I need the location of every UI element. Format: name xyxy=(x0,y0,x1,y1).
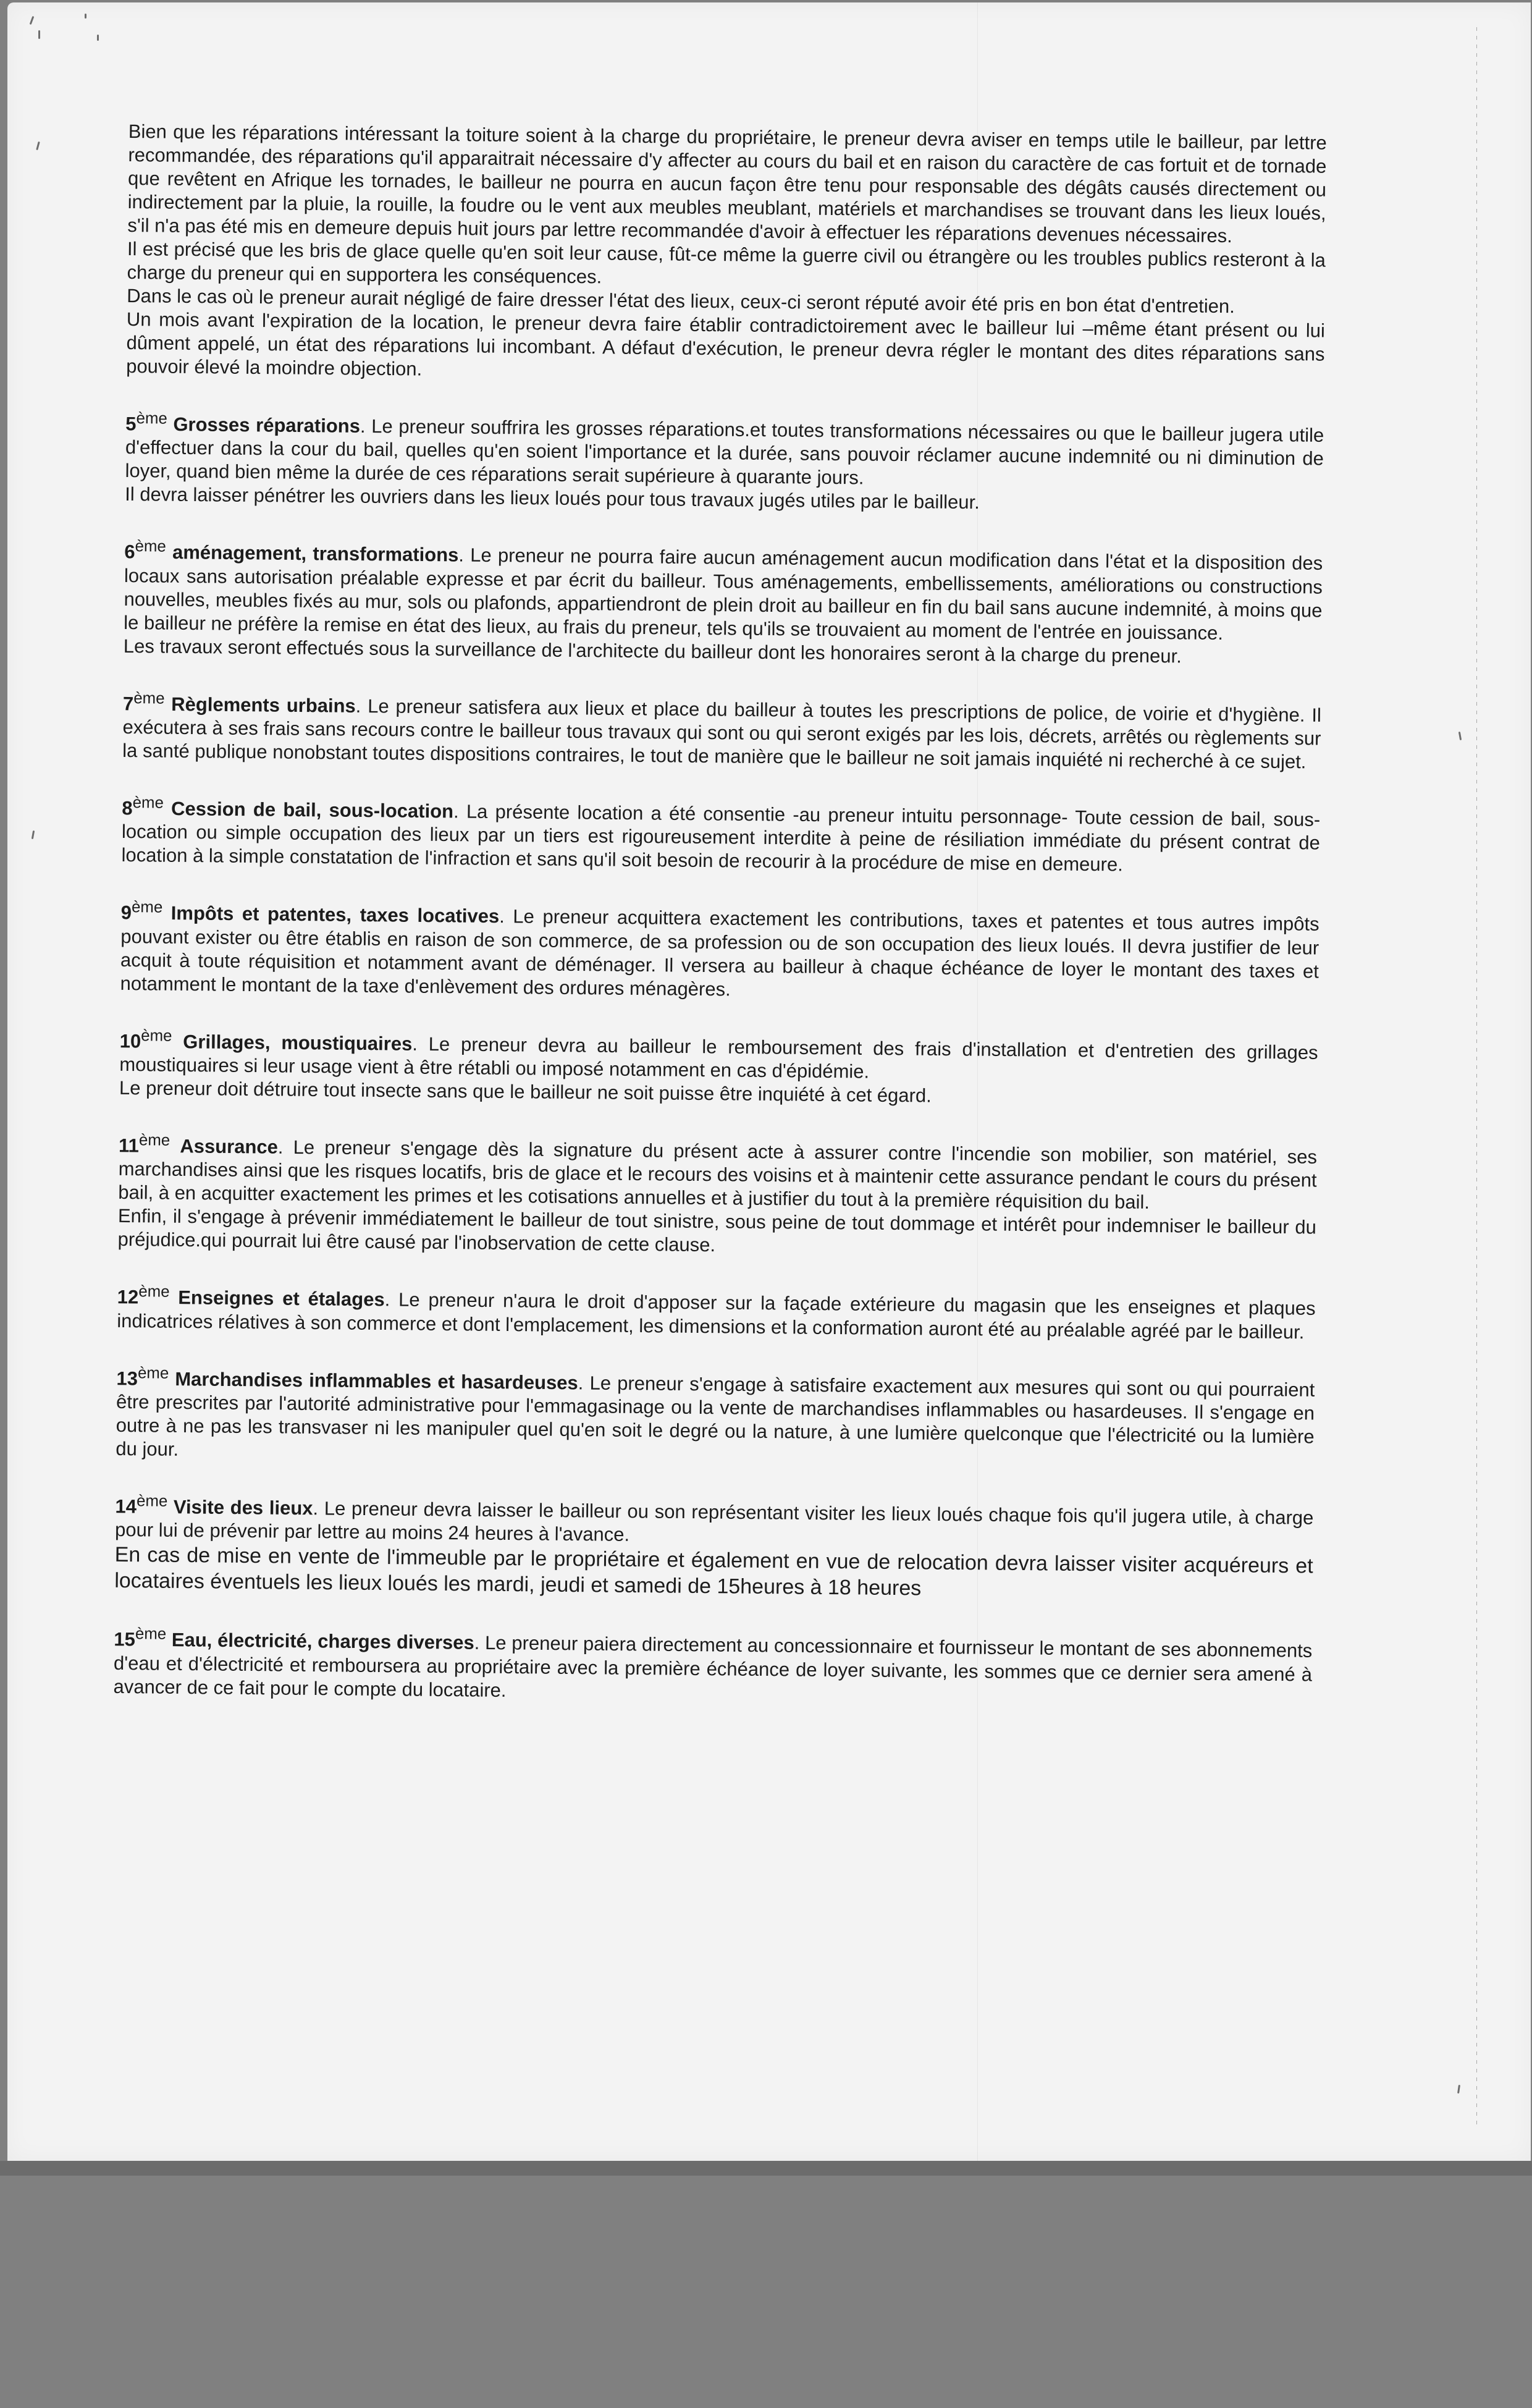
intro-paragraph: Il est précisé que les bris de glace quelle qu'en soit leur cause, fût-ce même la guerre civil ou étrangère ou les troubles publics resteront à la charge du preneur qui en supportera les conséquences. xyxy=(127,237,1326,288)
article-number-suffix: ème xyxy=(135,1625,167,1643)
article-body: Le preneur s'engage à satisfaire exactement aux mesures qui sont ou qui pourraient être prescrites par l'autorité administrative pour l'emmagasinage ou la vente de marchandises inflammables ou hasardeuses. Il s'engage en outre à ne pas les transvaser ni les manipuler quel qu'en soit le degré ou la nature, à une lumière quelconque que l'électricité ou la lumière du jour. xyxy=(116,1372,1315,1460)
article-paragraph: Le preneur doit détruire tout insecte sans que le bailleur ne soit puisse être inquiété à cet égard. xyxy=(119,1076,932,1107)
scan-speck xyxy=(36,142,40,150)
article-body: Le preneur paiera directement au concessionnaire et fournisseur le montant de ses abonnements d'eau et d'électricité et remboursera au propriétaire avec la première échéance de loyer suivante, les sommes que ce dernier sera amené à avancer de ce fait pour le compte du locataire. xyxy=(113,1632,1313,1701)
article-number-suffix: ème xyxy=(131,898,163,916)
article-number: 15 xyxy=(114,1628,136,1650)
scanned-page xyxy=(7,2,1531,2161)
article-number-suffix: ème xyxy=(138,1131,170,1149)
article-paragraph: Enfin, il s'engage à prévenir immédiatement le bailleur de tout sinistre, sous peine de tout dommage et intérêt pour indemniser le bailleur du préjudice.qui pourrait lui être causé par l'inobservation de cette clause. xyxy=(117,1205,1317,1256)
intro-paragraph: Dans le cas où le preneur aurait négligé de faire dresser l'état des lieux, ceux-ci seront réputé avoir été pris en bon état d'entretien. xyxy=(127,284,1235,318)
article-section xyxy=(119,1024,1318,1112)
article-body: Le preneur s'engage dès la signature du présent acte à assurer contre l'incendie son mobilier, son matériel, ses marchandises ainsi que les risques locatifs, bris de glace et le recours des voisins et à maintenir cette assurance pendant le cours du présent bail, à en acquitter exactement les primes et les cotisations annuelles et à justifier du tout à la première réquisition du bail. xyxy=(118,1136,1318,1214)
article-section xyxy=(120,895,1319,1007)
scanner-shadow-band xyxy=(0,2161,1532,2176)
article-paragraph xyxy=(118,1128,1317,1216)
scan-speck xyxy=(85,14,86,19)
article-section xyxy=(116,1361,1315,1472)
intro-section xyxy=(126,120,1327,390)
article-number: 8 xyxy=(122,797,133,819)
article-section xyxy=(113,1622,1312,1710)
article-paragraph xyxy=(124,534,1323,646)
article-paragraph: En cas de mise en vente de l'immeuble par le propriétaire et également en vue de relocation devra laisser visiter acquéreurs et locataires éventuels les lieux loués les mardi, jeudi et samedi de 15heures à 18 heures xyxy=(114,1543,1313,1600)
lease-contract-text xyxy=(113,120,1326,1710)
article-body: Le preneur devra au bailleur le remboursement des frais d'installation et d'entretien des grillages moustiquaires si leur usage vient à être rétabli ou imposé notamment en cas d'épidémie. xyxy=(119,1033,1318,1083)
title-separator: . xyxy=(578,1372,590,1394)
article-body: Le preneur acquittera exactement les contributions, taxes et patentes et tous autres impôts pouvant exister ou être établis en raison de son commerce, de sa profession ou de son occupation des lieux loués. Il devra justifier de leur acquit à toute réquisition et notamment avant de déménager. Il versera au bailleur à chaque échéance de loyer le montant des taxes et notamment le montant de la taxe d'enlèvement des ordures ménagères. xyxy=(120,905,1319,1000)
scan-speck xyxy=(32,830,35,839)
article-title: Assurance xyxy=(180,1135,279,1158)
article-title: Cession de bail, sous-location xyxy=(170,798,454,822)
article-body: La présente location a été consentie -au preneur intuitu personnage- Toute cession de bail, sous-location ou simple occupation des lieux par un tiers est rigoureusement interdite à peine de résiliation immédiate du présent contrat de location à la simple constatation de l'infraction et sans qu'il soit besoin de recourir à la procédure de mise en demeure. xyxy=(121,800,1321,876)
article-number-suffix: ème xyxy=(132,794,164,812)
title-separator: . xyxy=(474,1632,486,1654)
article-paragraph xyxy=(117,1280,1316,1344)
article-body: Le preneur satisfera aux lieux et place du bailleur à toutes les prescriptions de police, de voirie et d'hygiène. Il exécutera à ses frais sans recours contre le bailleur tous travaux qui sont ou qui seront exigés par les lois, décrets, arrêtés ou règlements sur la santé publique nonobstant toutes dispositions contraires, le tout de manière que le bailleur ne soit jamais inquiété ni recherché à ce sujet. xyxy=(122,695,1321,773)
article-number: 12 xyxy=(117,1286,139,1308)
article-number: 11 xyxy=(118,1134,140,1157)
article-number-suffix: ème xyxy=(141,1026,172,1045)
article-number: 7 xyxy=(122,692,134,715)
title-separator: . xyxy=(360,415,372,437)
article-number-suffix: ème xyxy=(136,1492,168,1510)
scan-speck xyxy=(97,35,99,41)
article-number: 13 xyxy=(116,1367,138,1390)
intro-paragraph: Bien que les réparations intéressant la toiture soient à la charge du propriétaire, le preneur devra aviser en temps utile le bailleur, par lettre recommandée, des réparations qu'il apparaitrait nécessaire d'y affecter au cours du bail et en raison du caractère de cas fortuit et de tornade que revêtent en Afrique les tornades, le bailleur ne pourra en aucun façon être tenu pour responsable des dégâts causés directement ou indirectement par la pluie, la rouille, la foudre ou le vent aux meubles meublant, matériels et marchandises se trouvant dans les lieux loués, s'il n'a pas été mis en demeure depuis huit jours par lettre recommandée d'avoir à effectuer les réparations devenues nécessaires. xyxy=(127,120,1327,247)
title-separator: . xyxy=(458,544,471,566)
scan-speck xyxy=(1458,732,1462,740)
article-body: Le preneur ne pourra faire aucun aménagement aucun modification dans l'état et la disposition des locaux sans autorisation préalable expresse et par écrit du bailleur. Tous aménagements, embellissements, améliorations ou constructions nouvelles, meubles fixés au mur, sols ou plafonds, appartiendront de plein droit au bailleur en fin du bail sans aucune indemnité, à moins que le bailleur ne préfère la remise en état des lieux, au frais du preneur, tels qu'ils se trouvaient au moment de l'entrée en jouissance. xyxy=(124,544,1323,644)
article-number-suffix: ème xyxy=(135,538,167,556)
title-separator: . xyxy=(384,1288,399,1311)
article-number-suffix: ème xyxy=(133,689,165,708)
article-paragraph xyxy=(116,1361,1315,1472)
article-section xyxy=(121,791,1320,879)
title-separator: . xyxy=(277,1136,293,1158)
article-section xyxy=(114,1489,1314,1605)
article-title: aménagement, transformations xyxy=(172,541,459,566)
article-body: Le preneur n'aura le droit d'apposer sur la façade extérieure du magasin que les enseignes et plaques indicatrices rélatives à son commerce et dont l'emplacement, les dimensions et la conformation auront été au préalable agréé par le bailleur. xyxy=(117,1288,1316,1343)
article-title: Visite des lieux xyxy=(173,1496,313,1519)
title-separator: . xyxy=(412,1033,429,1055)
article-number: 10 xyxy=(119,1029,141,1052)
article-paragraph: Il devra laisser pénétrer les ouvriers dans les lieux loués pour tous travaux jugés utiles par le bailleur. xyxy=(125,483,980,513)
title-separator: . xyxy=(499,905,513,927)
article-section xyxy=(117,1128,1317,1263)
article-title: Enseignes et étalages xyxy=(178,1286,385,1311)
article-number: 14 xyxy=(115,1495,137,1518)
title-separator: . xyxy=(313,1497,324,1519)
intro-paragraph: Un mois avant l'expiration de la location, le preneur devra faire établir contradictoirement avec le bailleur lui –même étant présent ou lui dûment appelé, un état des réparations lui incombant. A défaut d'exécution, le preneur devra régler le montant des dites réparations sans pouvoir élevé la moindre objection. xyxy=(126,308,1325,380)
article-number: 5 xyxy=(125,413,137,435)
article-title: Grillages, moustiquaires xyxy=(183,1030,413,1055)
scan-speck xyxy=(38,30,40,39)
article-paragraph: Les travaux seront effectués sous la surveillance de l'architecte du bailleur dont les honoraires seront à la charge du preneur. xyxy=(123,635,1182,667)
article-body: Le preneur devra laisser le bailleur ou son représentant visiter les lieux loués chaque fois qu'il jugera utile, à charge pour lui de prévenir par lettre au moins 24 heures à l'avance. xyxy=(114,1497,1314,1546)
article-paragraph xyxy=(113,1622,1312,1710)
article-title: Grosses réparations xyxy=(173,413,361,437)
title-separator: . xyxy=(355,695,368,717)
article-section xyxy=(124,534,1323,669)
article-number-suffix: ème xyxy=(136,410,167,428)
title-separator: . xyxy=(453,800,467,822)
article-title: Impôts et patentes, taxes locatives xyxy=(170,902,500,927)
scan-speck xyxy=(1457,2085,1460,2093)
article-list xyxy=(113,407,1324,1710)
article-section xyxy=(122,686,1321,774)
article-number-suffix: ème xyxy=(138,1283,170,1301)
article-section xyxy=(125,407,1324,518)
article-title: Marchandises inflammables et hasardeuses xyxy=(175,1367,578,1394)
article-paragraph xyxy=(120,895,1319,1007)
article-number: 9 xyxy=(120,902,132,924)
article-paragraph xyxy=(125,407,1324,494)
article-title: Eau, électricité, charges diverses xyxy=(171,1629,474,1654)
article-paragraph xyxy=(121,791,1320,879)
scan-speck xyxy=(30,16,35,25)
article-number-suffix: ème xyxy=(137,1364,169,1382)
article-number: 6 xyxy=(124,541,135,563)
article-paragraph xyxy=(122,686,1321,774)
article-title: Règlements urbains xyxy=(171,693,356,717)
article-section xyxy=(117,1280,1316,1344)
article-body: Le preneur souffrira les grosses réparations.et toutes transformations nécessaires ou que le bailleur jugera utile d'effectuer dans la cour du bail, quelles qu'en soient l'importance et la durée, sans pouvoir réclamer aucune indemnité ou ni diminution de loyer, quand bien même la durée de ces réparations serait supérieure à quarante jours. xyxy=(125,415,1324,489)
